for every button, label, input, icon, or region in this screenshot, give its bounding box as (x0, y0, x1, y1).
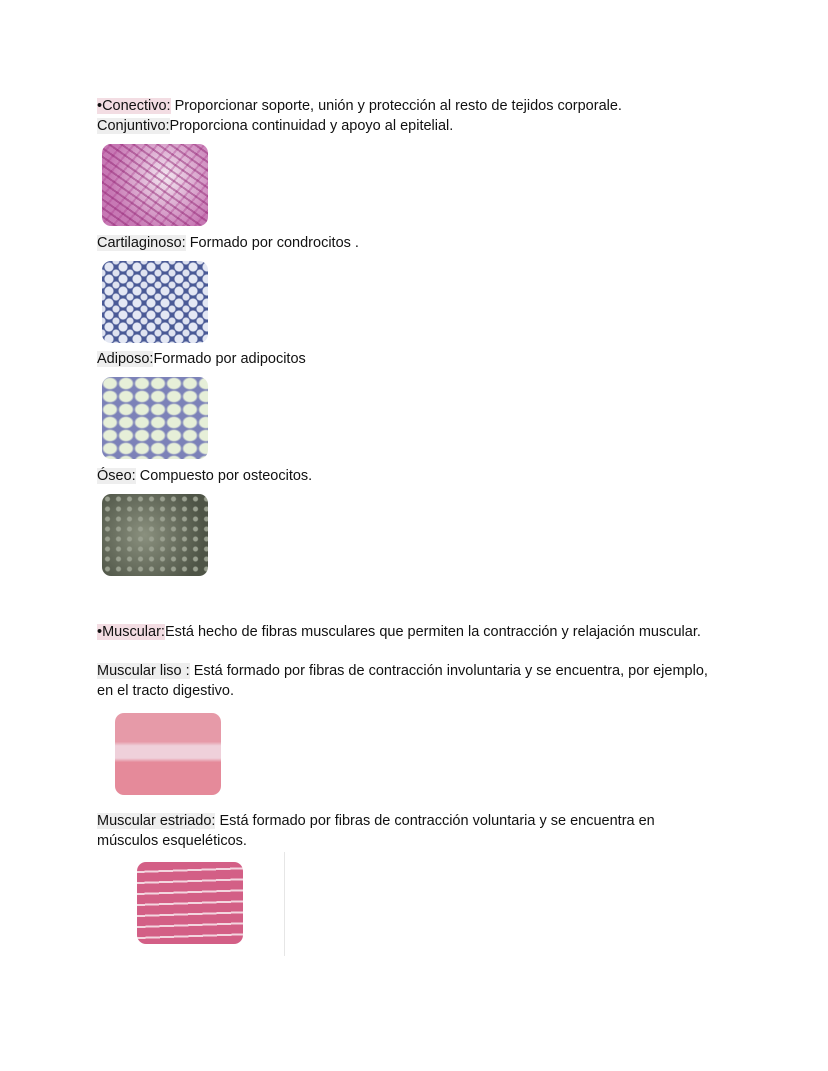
divider (284, 852, 285, 956)
estriado-line (97, 811, 655, 831)
conjuntivo-tissue-image (102, 144, 208, 226)
muscular-heading-line (97, 622, 701, 642)
oseo-tissue-image (102, 494, 208, 576)
cartilaginoso-text: Formado por condrocitos . (185, 235, 359, 251)
muscular-heading: •Muscular: (97, 624, 165, 640)
estriado-text-cont: músculos esqueléticos. (97, 833, 247, 849)
adiposo-label: Adiposo: (97, 351, 154, 367)
estriado-text: Está formado por fibras de contracción voluntaria y se encuentra en (215, 813, 655, 829)
conectivo-heading: •Conectivo: (97, 98, 171, 114)
adiposo-tissue-image (102, 377, 208, 459)
conjuntivo-line (97, 116, 453, 136)
conjuntivo-label: Conjuntivo: (97, 118, 170, 134)
cartilaginoso-line (97, 233, 359, 253)
conectivo-description: Proporcionar soporte, unión y protección al resto de tejidos corporale. (170, 98, 622, 114)
adiposo-line (97, 349, 306, 369)
conjuntivo-text: Proporciona continuidad y apoyo al epitelial. (169, 118, 454, 134)
muscular-description: Está hecho de fibras musculares que permiten la contracción y relajación muscular. (164, 624, 701, 640)
estriado-tissue-image (137, 862, 243, 944)
cartilaginoso-tissue-image (102, 261, 208, 343)
liso-text: Está formado por fibras de contracción involuntaria y se encuentra, por ejemplo, (189, 663, 708, 679)
conectivo-heading-line (97, 96, 622, 116)
oseo-label: Óseo: (97, 468, 136, 484)
liso-line (97, 661, 708, 681)
oseo-text: Compuesto por osteocitos. (135, 468, 313, 484)
adiposo-text: Formado por adipocitos (153, 351, 306, 367)
oseo-line (97, 466, 312, 486)
liso-label: Muscular liso : (97, 663, 190, 679)
liso-tissue-image (115, 713, 221, 795)
cartilaginoso-label: Cartilaginoso: (97, 235, 186, 251)
liso-text-cont: en el tracto digestivo. (97, 683, 235, 699)
estriado-label: Muscular estriado: (97, 813, 216, 829)
